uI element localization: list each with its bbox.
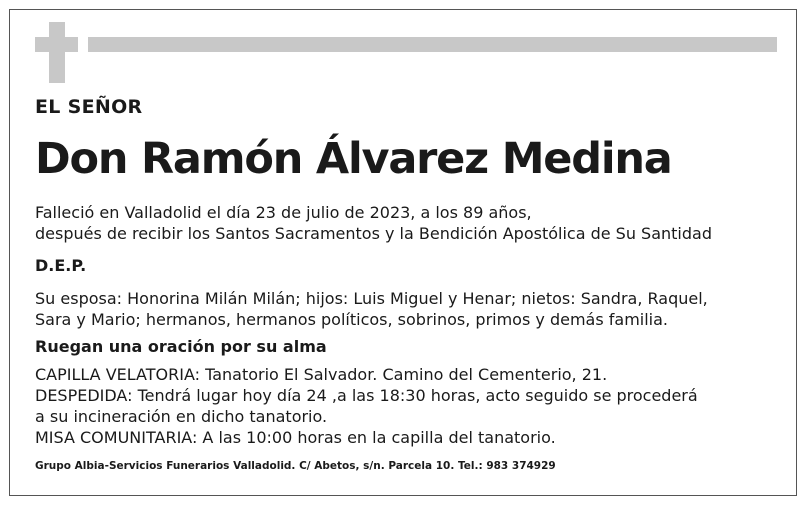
cross-icon bbox=[49, 22, 65, 83]
death-details bbox=[35, 202, 712, 244]
honorific: EL SEÑOR bbox=[35, 96, 143, 118]
deceased-name: Don Ramón Álvarez Medina bbox=[35, 134, 672, 184]
funeral-details bbox=[35, 364, 698, 448]
death-line: Falleció en Valladolid el día 23 de julio de 2023, a los 89 años, bbox=[35, 203, 532, 222]
family-line: Su esposa: Honorina Milán Milán; hijos: Luis Miguel y Henar; nietos: Sandra, Raquel, bbox=[35, 289, 708, 308]
family-line: Sara y Mario; hermanos, hermanos políticos, sobrinos, primos y demás familia. bbox=[35, 310, 668, 329]
funeral-line: MISA COMUNITARIA: A las 10:00 horas en la capilla del tanatorio. bbox=[35, 428, 556, 447]
funeral-home-footer: Grupo Albia-Servicios Funerarios Valladolid. C/ Abetos, s/n. Parcela 10. Tel.: 983 374929 bbox=[35, 460, 556, 472]
header-band bbox=[88, 37, 777, 52]
prayer-request: Ruegan una oración por su alma bbox=[35, 337, 327, 356]
funeral-line: a su incineración en dicho tanatorio. bbox=[35, 407, 328, 426]
cross-icon-bar bbox=[35, 37, 78, 52]
family-list bbox=[35, 288, 708, 330]
rip-abbreviation: D.E.P. bbox=[35, 256, 87, 275]
death-line: después de recibir los Santos Sacramentos y la Bendición Apostólica de Su Santidad bbox=[35, 224, 712, 243]
funeral-line: CAPILLA VELATORIA: Tanatorio El Salvador. Camino del Cementerio, 21. bbox=[35, 365, 608, 384]
funeral-line: DESPEDIDA: Tendrá lugar hoy día 24 ,a las 18:30 horas, acto seguido se procederá bbox=[35, 386, 698, 405]
